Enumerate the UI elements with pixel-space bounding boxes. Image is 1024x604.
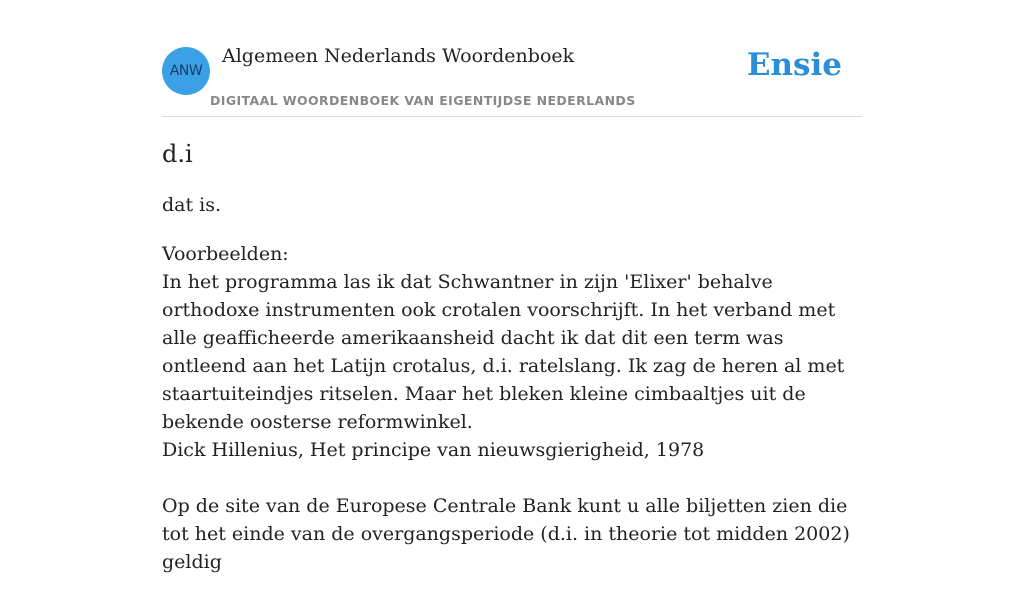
entry-definition: dat is. bbox=[162, 194, 222, 216]
site-title[interactable]: Algemeen Nederlands Woordenboek bbox=[222, 45, 575, 67]
examples-section bbox=[162, 240, 862, 604]
site-subtitle: DIGITAAL WOORDENBOEK VAN EIGENTIJDSE NEDERLANDS bbox=[210, 93, 636, 108]
anw-logo[interactable]: ANW bbox=[162, 47, 210, 95]
site-header bbox=[162, 0, 862, 117]
examples-label: Voorbeelden: bbox=[162, 243, 289, 265]
page-container bbox=[162, 0, 862, 573]
example-text: Op de site van de Europese Centrale Bank kunt u alle biljetten zien die tot het einde van de overgangsperiode (d.i. in theorie tot midden 2002) geldig bbox=[162, 495, 850, 573]
example-source: Dick Hillenius, Het principe van nieuwsgierigheid, 1978 bbox=[162, 439, 705, 461]
example-text: In het programma las ik dat Schwantner in zijn 'Elixer' behalve orthodoxe instrumenten ook crotalen voorschrijft. In het verband met alle geafficheerde amerikaansheid dacht ik dat dit een term was ontleend aan het Latijn crotalus, d.i. ratelslang. Ik zag de heren al met staartuiteindjes ritselen. Maar het bleken kleine cimbaaltjes uit de bekende oosterse reformwinkel. bbox=[162, 271, 845, 433]
entry-term: d.i bbox=[162, 140, 193, 168]
example-item bbox=[162, 268, 862, 464]
example-item bbox=[162, 492, 862, 576]
ensie-brand-link[interactable]: Ensie bbox=[746, 47, 842, 83]
